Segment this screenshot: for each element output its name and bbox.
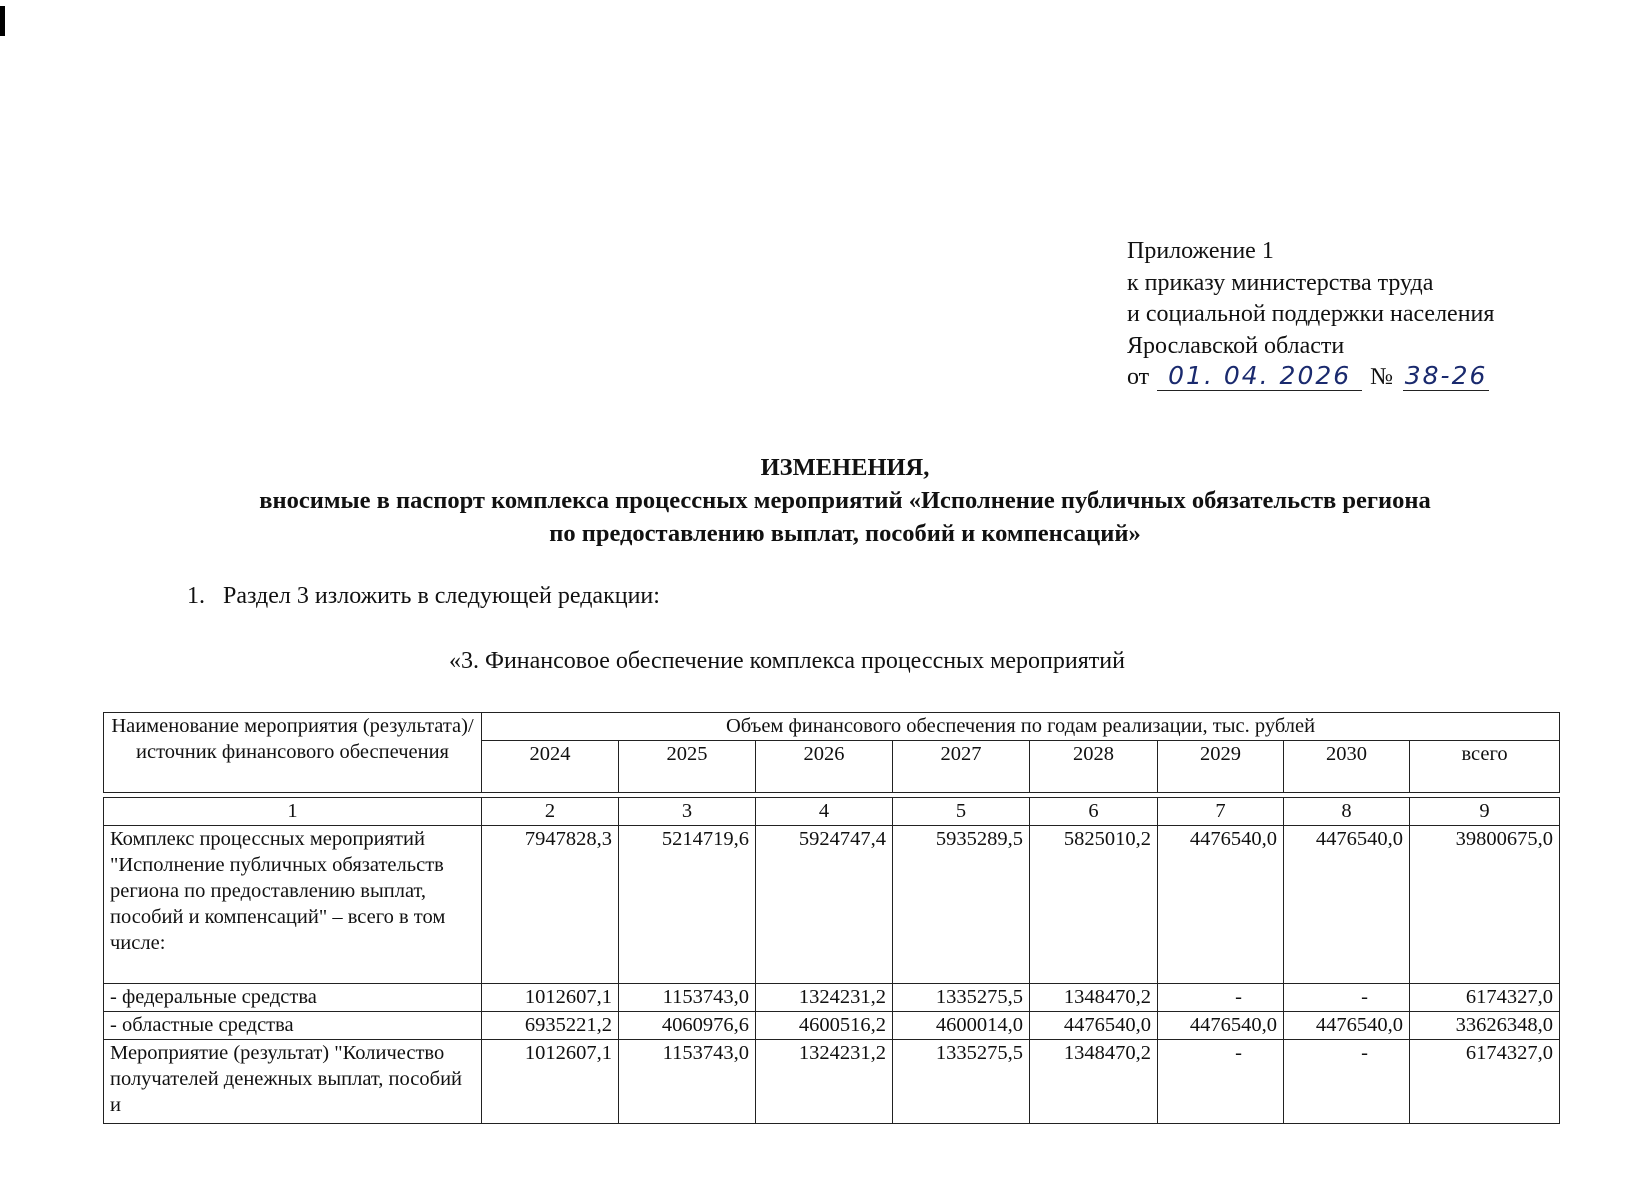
table-row — [104, 984, 1560, 1012]
value-cell: 4476540,0 — [1158, 826, 1284, 984]
header-year-cell: 2029 — [1158, 741, 1284, 793]
value-cell: 4476540,0 — [1284, 826, 1410, 984]
column-number-cell: 1 — [104, 798, 482, 826]
column-number-cell: 2 — [482, 798, 619, 826]
column-number-row — [104, 798, 1560, 826]
value-cell: 1012607,1 — [482, 1040, 619, 1124]
column-number-cell: 9 — [1410, 798, 1560, 826]
value-cell: 4476540,0 — [1158, 1012, 1284, 1040]
section-title: «3. Финансовое обеспечение комплекса процессных мероприятий — [449, 648, 1125, 674]
value-cell: 4060976,6 — [619, 1012, 756, 1040]
dash-value: - — [1235, 1042, 1242, 1064]
column-number-cell: 6 — [1030, 798, 1158, 826]
column-number-cell: 3 — [619, 798, 756, 826]
from-label: от — [1127, 364, 1150, 390]
list-item-number: 1. — [187, 583, 205, 609]
order-date-number-line — [1127, 362, 1494, 394]
table-row — [104, 826, 1560, 984]
heading-title: ИЗМЕНЕНИЯ, — [760, 454, 930, 481]
value-cell: 4476540,0 — [1030, 1012, 1158, 1040]
list-item — [187, 583, 660, 610]
row-name-cell: - областные средства — [104, 1012, 482, 1040]
appendix-line: Ярославской области — [1127, 332, 1345, 359]
handwritten-date: 01. 04. 2026 — [1157, 362, 1362, 391]
header-name-cell: Наименование мероприятия (результата)/ источник финансового обеспечения — [104, 713, 482, 793]
value-cell — [1158, 984, 1284, 1012]
finance-table-header — [103, 712, 1560, 793]
value-cell: 1324231,2 — [756, 984, 893, 1012]
value-cell: 6174327,0 — [1410, 1040, 1560, 1124]
value-cell: 1348470,2 — [1030, 984, 1158, 1012]
appendix-block — [1127, 236, 1494, 394]
handwritten-number: 38-26 — [1404, 361, 1488, 390]
value-cell: 4476540,0 — [1284, 1012, 1410, 1040]
appendix-line: к приказу министерства труда — [1127, 269, 1434, 296]
value-cell: 1324231,2 — [756, 1040, 893, 1124]
finance-table-body — [103, 797, 1560, 1124]
value-cell: 1335275,5 — [893, 1040, 1030, 1124]
column-number-cell: 8 — [1284, 798, 1410, 826]
value-cell: 1348470,2 — [1030, 1040, 1158, 1124]
column-number-cell: 7 — [1158, 798, 1284, 826]
document-heading — [0, 451, 1651, 550]
value-cell: 5924747,4 — [756, 826, 893, 984]
dash-value: - — [1361, 986, 1368, 1008]
value-cell — [1158, 1040, 1284, 1124]
value-cell: 4600516,2 — [756, 1012, 893, 1040]
value-cell: 39800675,0 — [1410, 826, 1560, 984]
value-cell: 4600014,0 — [893, 1012, 1030, 1040]
header-total-cell: всего — [1410, 741, 1560, 793]
number-sign: № — [1370, 364, 1394, 390]
header-year-cell: 2030 — [1284, 741, 1410, 793]
value-cell: 5935289,5 — [893, 826, 1030, 984]
dash-value: - — [1361, 1042, 1368, 1064]
header-year-cell: 2024 — [482, 741, 619, 793]
value-cell: 1012607,1 — [482, 984, 619, 1012]
value-cell: 33626348,0 — [1410, 1012, 1560, 1040]
header-volume-cell: Объем финансового обеспечения по годам реализации, тыс. рублей — [482, 713, 1560, 741]
value-cell — [1284, 984, 1410, 1012]
appendix-line: Приложение 1 — [1127, 238, 1274, 264]
column-number-cell: 5 — [893, 798, 1030, 826]
table-row — [104, 1040, 1560, 1124]
value-cell: 1153743,0 — [619, 1040, 756, 1124]
header-year-cell: 2028 — [1030, 741, 1158, 793]
list-item-text: Раздел 3 изложить в следующей редакции: — [223, 583, 660, 609]
header-year-cell: 2026 — [756, 741, 893, 793]
header-year-cell: 2027 — [893, 741, 1030, 793]
table-row — [104, 1012, 1560, 1040]
header-year-cell: 2025 — [619, 741, 756, 793]
row-name-cell: - федеральные средства — [104, 984, 482, 1012]
value-cell: 1335275,5 — [893, 984, 1030, 1012]
value-cell: 5825010,2 — [1030, 826, 1158, 984]
value-cell: 6174327,0 — [1410, 984, 1560, 1012]
value-cell: 5214719,6 — [619, 826, 756, 984]
column-number-cell: 4 — [756, 798, 893, 826]
value-cell: 6935221,2 — [482, 1012, 619, 1040]
heading-subtitle-line: по предоставлению выплат, пособий и компенсаций» — [549, 520, 1141, 547]
heading-subtitle-line: вносимые в паспорт комплекса процессных мероприятий «Исполнение публичных обязательств региона — [259, 487, 1431, 514]
dash-value: - — [1235, 986, 1242, 1008]
value-cell — [1284, 1040, 1410, 1124]
scan-edge-mark — [0, 6, 5, 36]
row-name-cell: Мероприятие (результат) "Количество получателей денежных выплат, пособий и — [104, 1040, 482, 1124]
appendix-line: и социальной поддержки населения — [1127, 301, 1495, 327]
value-cell: 1153743,0 — [619, 984, 756, 1012]
row-name-cell: Комплекс процессных мероприятий "Исполнение публичных обязательств региона по предоставлению выплат, пособий и компенсаций" – всего в том числе: — [104, 826, 482, 984]
value-cell: 7947828,3 — [482, 826, 619, 984]
